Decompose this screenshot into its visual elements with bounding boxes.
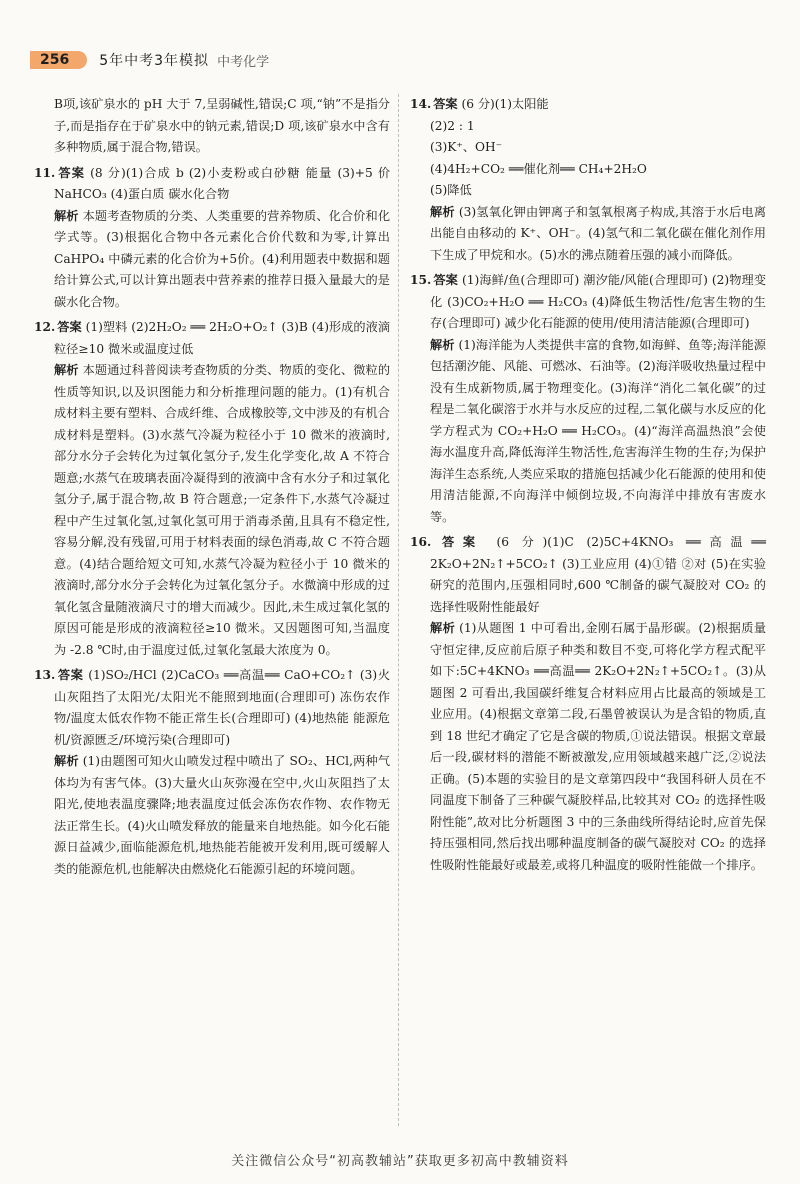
left-column [34,94,390,880]
page-number: 256 [30,51,87,69]
question-13 [34,665,390,880]
right-column [410,94,766,876]
question-number: 16. [410,535,432,549]
answer-text: (6 分)(1)C (2)5C+4KNO₃ ══高温══ 2K₂O+2N₂↑+5CO₂↑ (3)工业应用 (4)①错 ②对 (5)在实验研究的范围内,压强相同时,600 ℃制备的碳气凝胶对 CO₂ 的选择性吸附性能最好 [430,535,767,614]
column-divider [398,94,399,1126]
answer-line: (3)K⁺、OH⁻ [430,140,503,154]
answer-text: (1)SO₂/HCl (2)CaCO₃ ══高温══ CaO+CO₂↑ (3)火山灰阻挡了太阳光/太阳光不能照到地面(合理即可) 冻伤农作物/温度太低农作物不能正常生长(合理即可) (4)地热能 能源危机/资源匮乏/环境污染(合理即可) [54,668,391,747]
answer-text: (1)海鲜/鱼(合理即可) 潮汐能/风能(合理即可) (2)物理变化 (3)CO₂+H₂O ══ H₂CO₃ (4)降低生物活性/危害生物的生存(合理即可) 减少化石能源的使用/使用清洁能源(合理即可) [430,273,767,330]
analysis-label: 解析 [54,363,79,377]
page-header [30,48,269,72]
answer-line: (2)2 : 1 [430,118,475,133]
analysis-text: 本题通过科普阅读考查物质的分类、物质的变化、微粒的性质等知识,以及识图能力和分析推理问题的能力。(1)有机合成材料主要有塑料、合成纤维、合成橡胶等,文中涉及的有机合成材料是塑料。(3)水蒸气冷凝为粒径小于 10 微米的液滴时,部分水分子会转化为过氧化氢分子,发生化学变化,故 A 不符合题意;水蒸气在玻璃表面冷凝得到的液滴中含有水分子和过氧化氢分子,属于混合物,故 B 符合题意;一定条件下,水蒸气冷凝过程中产生过氧化氢,过氧化氢可用于消毒杀菌,且具有不稳定性,容易分解,没有残留,可用于材料表面的绿色消毒,故 C 不符合题意。(4)结合题给短文可知,水蒸气冷凝为粒径小于 10 微米的液滴时,部分水分子会转化为过氧化氢分子。水微滴中形成的过氧化氢含量随液滴尺寸的增大而减少。因此,未生成过氧化氢的原因可能是形成的液滴粒径≥10 微米。又因题图可知,当温度为 -2.8 ℃时,由于温度过低,过氧化氢最大浓度为 0。 [54,363,391,657]
analysis-label: 解析 [54,754,79,768]
question-12 [34,317,390,661]
continued-text: B项,该矿泉水的 pH 大于 7,呈弱碱性,错误;C 项,“钠”不是指分子,而是指存在于矿泉水中的钠元素,错误;D 项,该矿泉水中含有多种物质,属于混合物,错误。 [54,97,390,154]
question-15 [410,270,766,528]
book-title: 5年中考3年模拟 [99,53,210,69]
answer-line: (4)4H₂+CO₂ ══催化剂══ CH₄+2H₂O [430,161,647,176]
analysis-label: 解析 [430,337,455,352]
answer-text: (8 分)(1)合成 b (2)小麦粉或白砂糖 能量 (3)+5 价 NaHCO₃ (4)蛋白质 碳水化合物 [54,165,391,201]
question-number: 12. [34,320,56,334]
analysis-label: 解析 [430,204,455,219]
analysis-text: 本题考查物质的分类、人类重要的营养物质、化合价和化学式等。(3)根据化合物中各元素化合价代数和为零,计算出 CaHPO₄ 中磷元素的化合价为+5价。(4)利用题表中数据和题给计算公式,可以计算出题表中营养素的推荐日摄入量最大的是碳水化合物。 [54,208,391,309]
subject-label: 中考化学 [217,54,270,70]
analysis-text: (3)氢氧化钾由钾离子和氢氧根离子构成,其溶于水后电离出能自由移动的 K⁺、OH⁻。(4)氢气和二氧化碳在催化剂作用下生成了甲烷和水。(5)水的沸点随着压强的减小而降低。 [430,204,767,262]
answer-text: (1)塑料 (2)2H₂O₂ ══ 2H₂O+O₂↑ (3)B (4)形成的液滴粒径≥10 微米或温度过低 [54,320,391,356]
analysis-text: (1)从题图 1 中可看出,金刚石属于晶形碳。(2)根据质量守恒定律,反应前后原子种类和数目不变,可将化学方程式配平如下:5C+4KNO₃ ══高温══ 2K₂O+2N₂↑+5CO₂↑。(3)从题图 2 可看出,我国碳纤维复合材料应用占比最高的领域是工业应用。(4)根据文章第二段,石墨曾被误认为是含铅的物质,直到 18 世纪才确定了它是含碳的物质,①说法错误。根据文章最后一段,碳材料的潜能不断被激发,应用领域越来越广泛,②说法正确。(5)本题的实验目的是文章第四段中“我国科研人员在不同温度下制备了三种碳气凝胶样品,比较其对 CO₂ 的选择性吸附性能”,故对比分析题图 3 中的三条曲线所得结论时,应首先保持压强相同,然后找出哪种温度制备的碳气凝胶对 CO₂ 的选择性吸附性能最好或最差,或将几种温度的吸附性能做一个排序。 [430,621,767,872]
analysis-text: (1)海洋能为人类提供丰富的食物,如海鲜、鱼等;海洋能源包括潮汐能、风能、可燃冰、石油等。(2)海洋吸收热量过程中没有生成新物质,属于物理变化。(3)海洋“消化二氧化碳”的过程是二氧化碳溶于水并与水反应的过程,二氧化碳与水反应的化学方程式为 CO₂+H₂O ══ H₂CO₃。(4)“海洋高温热浪”会使海水温度升高,降低海洋生物活性,危害海洋生物的生存;为保护海洋生态系统,人类应采取的措施包括减少化石能源的使用和使用清洁能源,不向海洋中倾倒垃圾,不向海洋中排放有害废水等。 [430,337,766,524]
analysis-text: (1)由题图可知火山喷发过程中喷出了 SO₂、HCl,两种气体均为有害气体。(3)大量火山灰弥漫在空中,火山灰阻挡了太阳光,使地表温度骤降;地表温度过低会冻伤农作物、农作物无法正常生长。(4)火山喷发释放的能量来自地热能。如今化石能源日益减少,面临能源危机,地热能若能被开发利用,既可缓解人类的能源危机,也能解决由燃烧化石能源引起的环境问题。 [54,754,391,876]
question-14 [410,94,766,266]
answer-label: 答案 [57,320,82,334]
footer-note: 关注微信公众号“初高教辅站”获取更多初高中教辅资料 [231,1154,569,1169]
question-number: 13. [34,668,56,682]
answer-label: 答案 [433,273,458,287]
question-11 [34,163,390,314]
question-number: 14. [410,97,432,111]
analysis-label: 解析 [430,621,456,635]
analysis-label: 解析 [54,208,79,223]
answer-line: (5)降低 [430,183,472,197]
question-16 [410,532,766,876]
answer-line: (6 分)(1)太阳能 [461,97,549,111]
answer-label: 答案 [57,165,86,180]
answer-label: 答案 [57,668,84,682]
question-number: 15. [410,273,432,287]
answer-label: 答案 [433,535,484,549]
answer-label: 答案 [433,97,458,111]
question-number: 11. [34,165,56,180]
